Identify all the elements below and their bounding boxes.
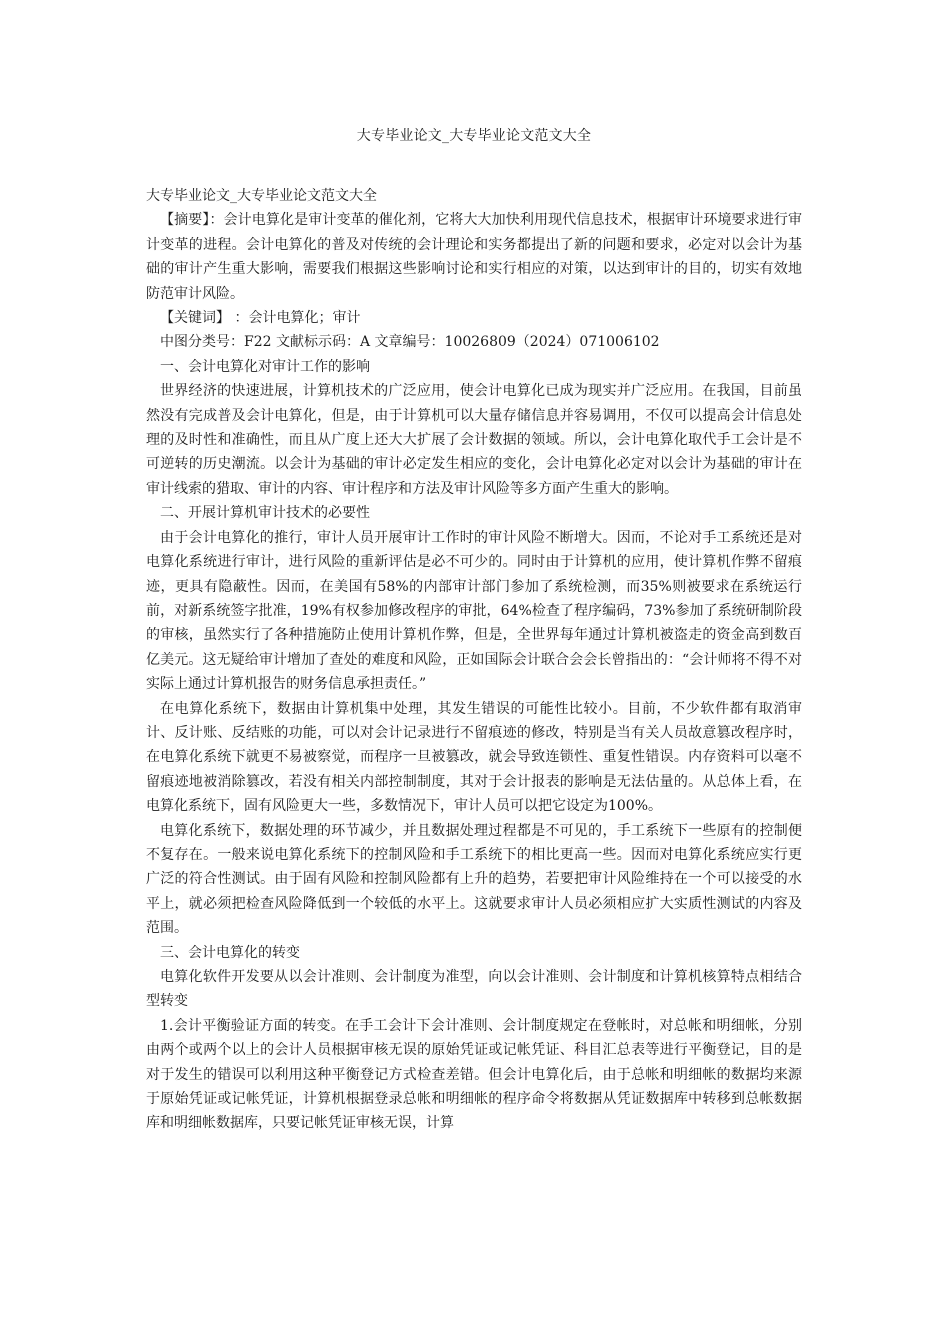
section-heading-3: 三、会计电算化的转变 (160, 944, 300, 961)
classification-line: 中图分类号：F22 文献标示码：A 文章编号：10026809（2024）071006102 (160, 334, 660, 351)
document-title: 大专毕业论文_大专毕业论文范文大全 (356, 128, 592, 144)
section-heading-2: 二、开展计算机审计技术的必要性 (160, 505, 370, 522)
section-heading-1: 一、会计电算化对审计工作的影响 (160, 358, 370, 375)
body-paragraph: 1.会计平衡验证方面的转变。在手工会计下会计准则、会计制度规定在登帐时，对总帐和明细帐，分别由两个或两个以上的会计人员根据审核无误的原始凭证或记帐凭证、科目汇总表等进行平衡登记，目的是对于发生的错误可以利用这种平衡登记方式检查差错。但会计电算化后，由于总帐和明细帐的数据均来源于原始凭证或记帐凭证，计算机根据登录总帐和明细帐的程序命令将数据从凭证数据库中转移到总帐数据库和明细帐数据库，只要记帐凭证审核无误，计算 (146, 1017, 802, 1132)
document-subtitle: 大专毕业论文_大专毕业论文范文大全 (146, 188, 377, 204)
keywords-line: 【关键词】 ：会计电算化；审计 (160, 310, 361, 327)
abstract-paragraph: 【摘要】：会计电算化是审计变革的催化剂，它将大大加快利用现代信息技术，根据审计环境要求进行审计变革的进程。会计电算化的普及对传统的会计理论和实务都提出了新的问题和要求，必定对以会计为基础的审计产生重大影响，需要我们根据这些影响讨论和实行相应的对策，以达到审计的目的，切实有效地防范审计风险。 (146, 212, 802, 302)
body-paragraph: 世界经济的快速进展，计算机技术的广泛应用，使会计电算化已成为现实并广泛应用。在我国，目前虽然没有完成普及会计电算化，但是，由于计算机可以大量存储信息并容易调用，不仅可以提高会计信息处理的及时性和准确性，而且从广度上还大大扩展了会计数据的领域。所以，会计电算化取代手工会计是不可逆转的历史潮流。以会计为基础的审计必定发生相应的变化，会计电算化必定对以会计为基础的审计在审计线索的猎取、审计的内容、审计程序和方法及审计风险等多方面产生重大的影响。 (146, 383, 802, 497)
body-paragraph: 电算化软件开发要从以会计准则、会计制度为准型，向以会计准则、会计制度和计算机核算特点相结合型转变 (146, 969, 802, 1010)
body-paragraph: 由于会计电算化的推行，审计人员开展审计工作时的审计风险不断增大。因而，不论对手工系统还是对电算化系统进行审计，进行风险的重新评估是必不可少的。同时由于计算机的应用，使计算机作弊不留痕迹，更具有隐蔽性。因而，在美国有58%的内部审计部门参加了系统检测，而35%则被要求在系统运行前，对新系统签字批准，19%有权参加修改程序的审批，64%检查了程序编码，73%参加了系统研制阶段的审核，虽然实行了各种措施防止使用计算机作弊，但是，全世界每年通过计算机被盗走的资金高到数百亿美元。这无疑给审计增加了查处的难度和风险，正如国际会计联合会会长曾指出的：“会计师将不得不对实际上通过计算机报告的财务信息承担责任。” (146, 529, 802, 693)
document-page (146, 126, 802, 1136)
body-paragraph: 电算化系统下，数据处理的环节减少，并且数据处理过程都是不可见的，手工系统下一些原有的控制便不复存在。一般来说电算化系统下的控制风险和手工系统下的相比更高一些。因而对电算化系统应实行更广泛的符合性测试。由于固有风险和控制风险都有上升的趋势，若要把审计风险维持在一个可以接受的水平上，就必须把检查风险降低到一个较低的水平上。这就要求审计人员必须相应扩大实质性测试的内容及范围。 (146, 822, 802, 937)
document-body (146, 184, 802, 1136)
body-paragraph: 在电算化系统下，数据由计算机集中处理，其发生错误的可能性比较小。目前，不少软件都有取消审计、反计账、反结账的功能，可以对会计记录进行不留痕迹的修改，特别是当有关人员故意篡改程序时，在电算化系统下就更不易被察觉，而程序一旦被篡改，就会导致连锁性、重复性错误。内存资料可以毫不留痕迹地被消除篡改，若没有相关内部控制制度，其对于会计报表的影响是无法估量的。从总体上看，在电算化系统下，固有风险更大一些，多数情况下，审计人员可以把它设定为100%。 (146, 700, 802, 815)
